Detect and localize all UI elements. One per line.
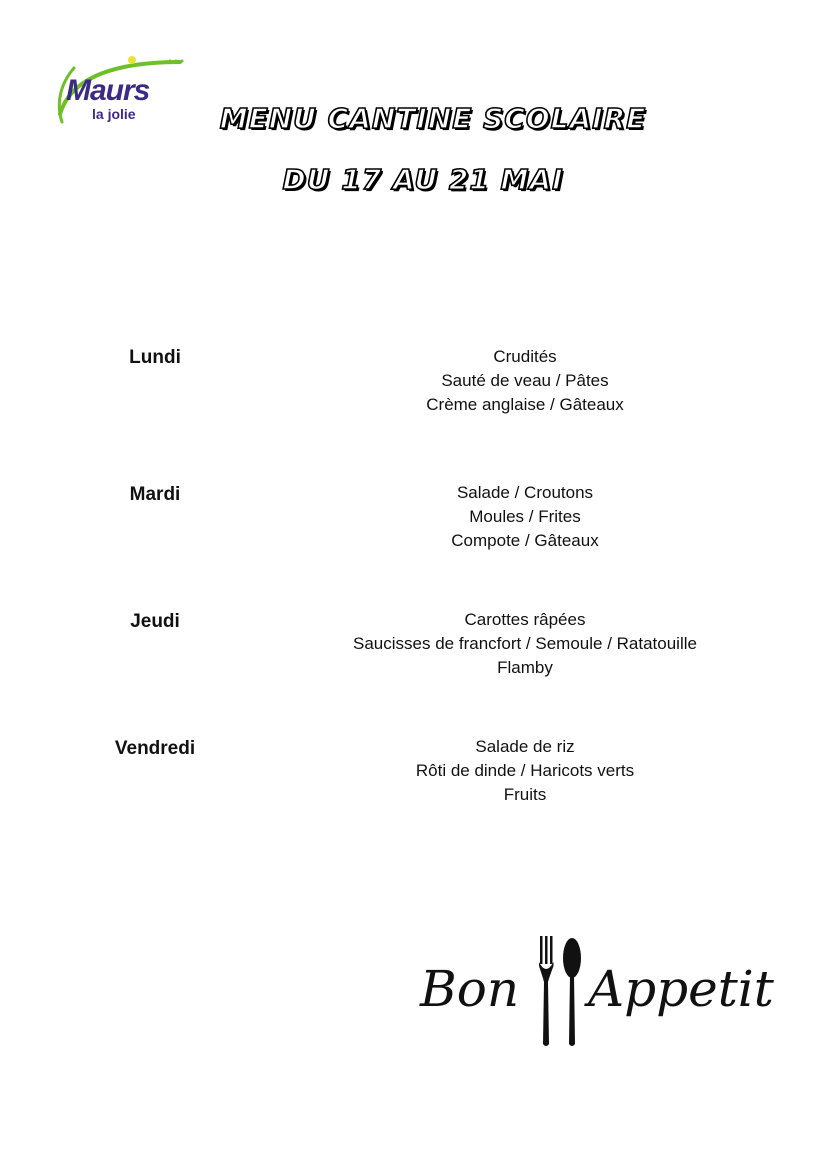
fork-icon [539,936,554,1046]
logo-tagline: la jolie [92,106,136,122]
page-subtitle-dates: DU 17 AU 21 MAI [282,163,564,196]
bon-word: Bon [420,960,520,1018]
meal-item: Rôti de dinde / Haricots verts [415,761,635,780]
logo-name: Maurs [66,74,150,107]
day-label-vendredi: Vendredi [114,738,196,759]
meal-vendredi [300,735,750,807]
bon-appetit-footer [410,928,780,1053]
meal-item: Moules / Frites [469,507,581,526]
meal-lundi [300,345,750,417]
appetit-word: Appetit [588,960,774,1018]
day-label-lundi: Lundi [129,347,181,368]
meal-item: Crème anglaise / Gâteaux [426,395,624,414]
meal-mardi [300,481,750,553]
meal-item: Salade / Croutons [456,483,594,502]
meal-item: Saucisses de francfort / Semoule / Ratatouille [353,634,697,653]
meal-item: Compote / Gâteaux [451,531,599,550]
meal-item: Salade de riz [475,737,575,756]
fork-spoon-icon [532,932,592,1052]
page-title: MENU CANTINE SCOLAIRE [219,102,647,135]
spoon-icon [563,938,581,1046]
meal-item: Crudités [493,347,557,366]
meal-item: Sauté de veau / Pâtes [441,371,609,390]
day-label-mardi: Mardi [129,484,181,505]
day-label-jeudi: Jeudi [130,611,180,632]
meal-jeudi [300,608,750,680]
meal-item: Fruits [503,785,547,804]
meal-item: Flamby [497,658,553,677]
meal-item: Carottes râpées [464,610,586,629]
